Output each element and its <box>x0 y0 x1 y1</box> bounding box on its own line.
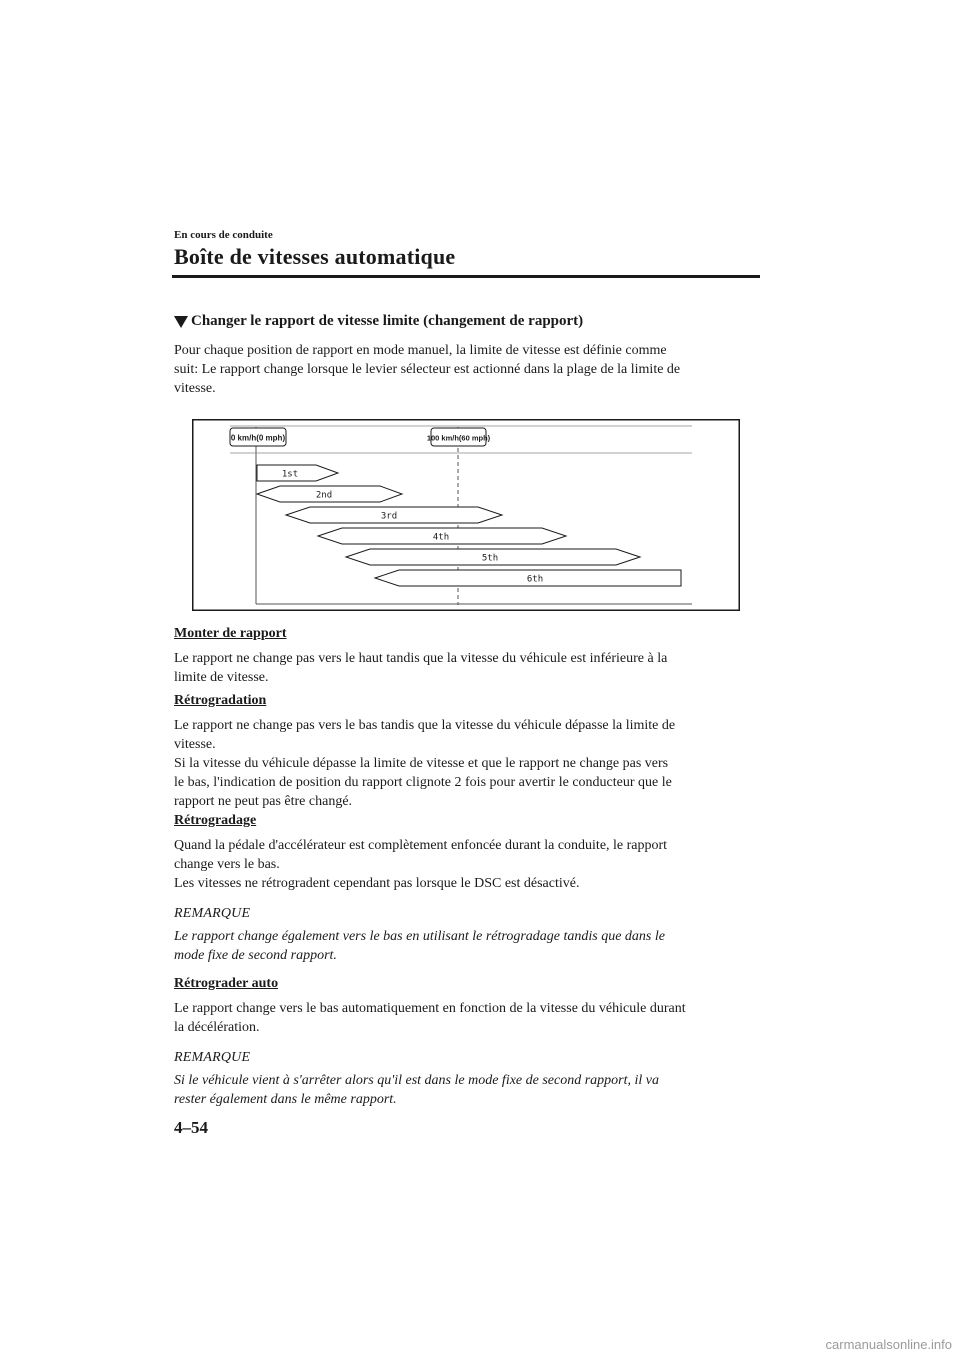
text-line: limite de vitesse. <box>174 670 269 685</box>
retrogradage-paragraph <box>174 836 764 893</box>
gear-label: 5th <box>481 553 499 564</box>
watermark: carmanualsonline.info <box>825 1337 952 1352</box>
auto-downshift-paragraph <box>174 999 764 1037</box>
gear-label: 3rd <box>380 511 398 522</box>
text-line: le bas, l'indication de position du rapport clignote 2 fois pour avertir le conducteur que le <box>174 775 672 790</box>
note-paragraph <box>174 927 764 965</box>
gear-label: 1st <box>281 469 299 480</box>
text-line: Si la vitesse du véhicule dépasse la limite de vitesse et que le rapport ne change pas vers <box>174 756 669 771</box>
subheading-auto-downshift: Rétrograder auto <box>174 976 279 991</box>
text-line: Le rapport ne change pas vers le haut tandis que la vitesse du véhicule est inférieure à la <box>174 651 668 666</box>
text-line: rapport ne peut pas être changé. <box>174 794 353 809</box>
text-line: Quand la pédale d'accélérateur est complètement enfoncée durant la conduite, le rapport <box>174 838 668 853</box>
page-title: Boîte de vitesses automatique <box>174 244 456 269</box>
speed-label-0 <box>230 428 286 446</box>
gear-label: 6th <box>526 574 544 585</box>
gear-bar-3rd <box>286 507 502 523</box>
subheading-retrogradation: Rétrogradation <box>174 693 267 708</box>
intro-line: suit: Le rapport change lorsque le levier sélecteur est actionné dans la plage de la limite de <box>174 362 681 377</box>
note-title: REMARQUE <box>174 1050 251 1065</box>
title-rule <box>172 275 760 278</box>
upshift-paragraph <box>174 649 764 687</box>
section-label: En cours de conduite <box>174 229 273 241</box>
intro-line: Pour chaque position de rapport en mode manuel, la limite de vitesse est définie comme <box>174 343 667 358</box>
note-line: Le rapport change également vers le bas en utilisant le rétrogradage tandis que dans le <box>174 929 665 944</box>
triangle-down-icon <box>174 316 188 328</box>
text-line: change vers le bas. <box>174 857 280 872</box>
section-heading <box>174 313 583 330</box>
speed-label-text: 0 km/h(0 mph) <box>230 433 286 443</box>
subheading-retrogradage: Rétrogradage <box>174 813 257 828</box>
gear-range-diagram <box>192 419 740 611</box>
section-heading-text: Changer le rapport de vitesse limite (changement de rapport) <box>191 313 584 329</box>
text-line: Le rapport change vers le bas automatiquement en fonction de la vitesse du véhicule durant <box>174 1001 686 1016</box>
text-line: Les vitesses ne rétrogradent cependant pas lorsque le DSC est désactivé. <box>174 876 580 891</box>
intro-line: vitesse. <box>174 381 216 396</box>
gear-bar-4th <box>318 528 566 544</box>
note-line: mode fixe de second rapport. <box>174 948 337 963</box>
intro-paragraph <box>174 341 764 398</box>
gear-label: 2nd <box>315 490 333 501</box>
note-paragraph <box>174 1071 764 1109</box>
text-line: vitesse. <box>174 737 216 752</box>
gear-bar-2nd <box>257 486 402 502</box>
gear-label: 4th <box>432 532 450 543</box>
gear-bar-6th <box>375 570 681 586</box>
note-title: REMARQUE <box>174 906 251 921</box>
text-line: Le rapport ne change pas vers le bas tandis que la vitesse du véhicule dépasse la limite de <box>174 718 676 733</box>
note-line: rester également dans le même rapport. <box>174 1092 397 1107</box>
subheading-upshift: Monter de rapport <box>174 626 287 641</box>
speed-label-text: 100 km/h(60 mph) <box>426 433 491 443</box>
page-number: 4–54 <box>174 1118 208 1137</box>
speed-label-100 <box>427 428 491 446</box>
retrogradation-paragraph <box>174 716 764 811</box>
text-line: la décélération. <box>174 1020 260 1035</box>
note-line: Si le véhicule vient à s'arrêter alors qu'il est dans le mode fixe de second rapport, il va <box>174 1073 660 1088</box>
gear-bar-5th <box>346 549 640 565</box>
